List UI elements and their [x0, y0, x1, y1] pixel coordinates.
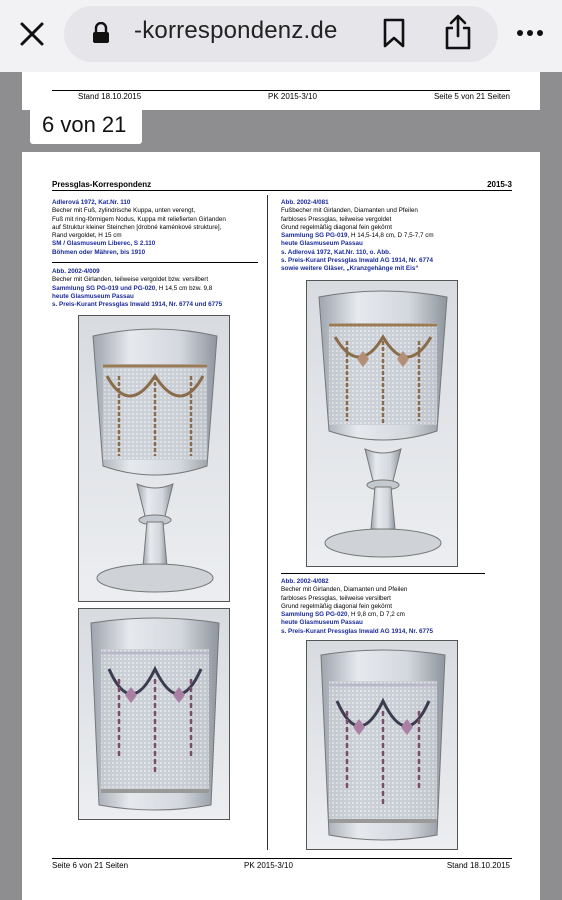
caption-line: Abb. 2002-4/009 — [52, 268, 100, 275]
document-header-issue: 2015-3 — [487, 180, 512, 189]
caption-line: Adlerová 1972, Kat.Nr. 110 — [52, 199, 131, 206]
close-icon[interactable] — [18, 20, 46, 48]
pdf-page-5 — [22, 72, 540, 110]
footer-rule — [52, 858, 512, 859]
footer-left: Seite 6 von 21 Seiten — [52, 861, 129, 870]
caption-line: auf Struktur kleiner Steinchen [drobné kaménkové strukture], — [52, 223, 222, 231]
document-header-title: Pressglas-Korrespondenz — [52, 180, 152, 189]
caption-line: heute Glasmuseum Passau — [52, 292, 134, 300]
collection-ref: Sammlung SG PG-020 — [281, 611, 348, 619]
caption-line: sowie weitere Gläser, „Kranzgehänge mit Eis“ — [281, 265, 419, 273]
dimensions: , H 14,5 cm bzw. 9,8 — [155, 284, 213, 292]
beaker-image — [79, 609, 230, 820]
caption-line: Grund regelmäßig diagonal fein gekörnt — [281, 223, 392, 231]
left-separator — [52, 262, 258, 263]
header-rule — [52, 190, 512, 191]
goblet-image — [79, 316, 230, 602]
caption-line: s. Preis-Kurant Pressglas Inwald AG 1914, Nr. 6775 — [281, 627, 434, 635]
caption-line: farbloses Pressglas, teilweise versilbert — [281, 594, 391, 602]
caption-line: heute Glasmuseum Passau — [281, 240, 363, 248]
bookmark-icon[interactable] — [382, 18, 406, 48]
right-separator — [281, 573, 485, 574]
share-icon[interactable] — [444, 14, 472, 50]
dimensions: , H 9,8 cm, D 7,2 cm — [347, 611, 405, 619]
photo-beaker-left — [78, 608, 230, 820]
caption-line: Abb. 2002-4/082 — [281, 578, 329, 585]
footer-center: PK 2015-3/10 — [244, 861, 293, 870]
caption-line-mixed — [52, 285, 222, 293]
prev-footer-center: PK 2015-3/10 — [268, 92, 317, 101]
caption-line: s. Adlerová 1972, Kat.Nr. 110, o. Abb. — [281, 248, 391, 256]
lock-icon — [92, 22, 110, 44]
caption-line: Böhmen oder Mähren, bis 1910 — [52, 248, 146, 256]
left-caption-2 — [52, 268, 222, 309]
caption-line: Becher mit Girlanden, Diamanten und Pfeilen — [281, 586, 408, 594]
right-caption-1 — [281, 199, 434, 274]
caption-line: Abb. 2002-4/081 — [281, 199, 329, 206]
caption-line: Grund regelmäßig diagonal fein gekörnt — [281, 602, 392, 610]
caption-line: Rand vergoldet, H 15 cm — [52, 232, 122, 240]
caption-line: Fußbecher mit Girlanden, Diamanten und Pfeilen — [281, 207, 418, 215]
beaker-image — [307, 641, 458, 850]
caption-line: heute Glasmuseum Passau — [281, 619, 363, 627]
caption-line-mixed — [281, 611, 433, 619]
more-icon[interactable] — [516, 28, 544, 38]
goblet-image — [307, 281, 458, 567]
left-caption-1 — [52, 199, 226, 257]
footer-right: Stand 18.10.2015 — [446, 861, 510, 870]
url-text[interactable]: -korrespondenz.de — [134, 17, 338, 44]
column-divider — [267, 195, 268, 850]
caption-line: s. Preis-Kurant Pressglas Inwald AG 1914, Nr. 6774 — [281, 257, 434, 265]
caption-line: Becher mit Girlanden, teilweise vergoldet bzw. versilbert — [52, 276, 209, 284]
caption-line: SM / Glasmuseum Liberec, S 2.110 — [52, 240, 156, 248]
caption-line: s. Preis-Kurant Pressglas Inwald 1914, Nr. 6774 und 6775 — [52, 301, 223, 309]
caption-line: Becher mit Fuß, zylindrische Kuppa, unten verengt, — [52, 207, 196, 215]
photo-goblet-left — [78, 315, 230, 602]
prev-footer-rule — [52, 90, 510, 91]
collection-ref: Sammlung SG PG-019 und PG-020 — [52, 284, 156, 292]
right-caption-2 — [281, 578, 433, 636]
photo-beaker-right — [306, 640, 458, 850]
photo-goblet-right — [306, 280, 458, 567]
collection-ref: Sammlung SG PG-019 — [281, 232, 348, 240]
caption-line-mixed — [281, 232, 434, 240]
dimensions: , H 14,5-14,8 cm, D 7,5-7,7 cm — [347, 232, 434, 240]
page-indicator: 6 von 21 — [30, 106, 142, 144]
prev-footer-right: Seite 5 von 21 Seiten — [433, 92, 510, 101]
browser-toolbar — [0, 0, 562, 72]
caption-line: farbloses Pressglas, teilweise vergoldet — [281, 215, 392, 223]
caption-line: Fuß mit ring-förmigem Nodus, Kuppa mit reliefierten Girlanden — [52, 215, 226, 223]
prev-footer-left: Stand 18.10.2015 — [78, 92, 142, 101]
